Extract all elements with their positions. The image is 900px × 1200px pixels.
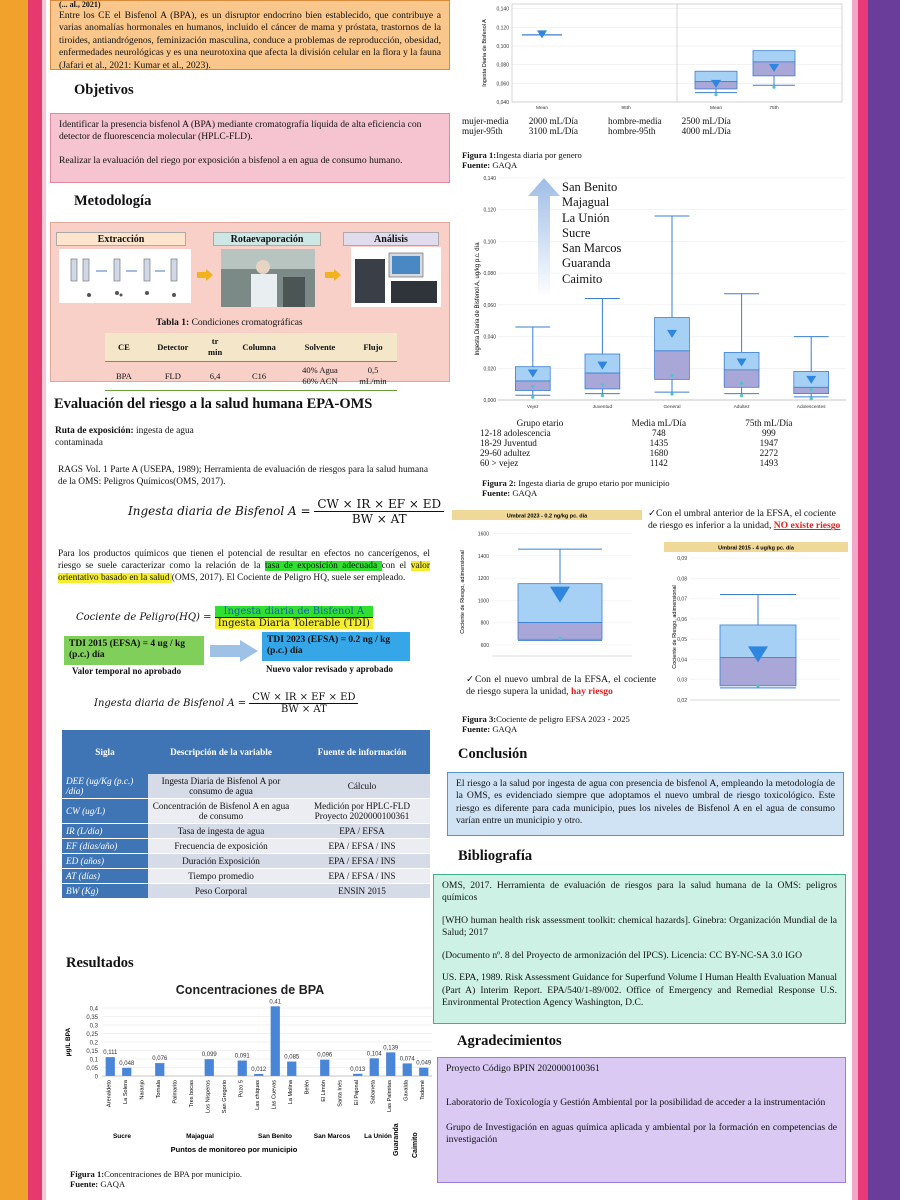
variable-fuente: Medición por HPLC-FLD Proyecto 2020000100361 bbox=[294, 799, 430, 824]
y-tick-label: 0,120 bbox=[483, 207, 496, 214]
objetivo-1: Identificar la presencia bisfenol A (BPA) mediante cromatografía líquida de alta eficiencia con detector de fluorescencia molecular (HPLC-FLD). bbox=[59, 119, 422, 143]
agradecimientos-box bbox=[437, 1057, 846, 1183]
objetivos-title: Objetivos bbox=[74, 82, 134, 98]
col-media: Media mL/Día bbox=[631, 418, 687, 428]
municipios-list bbox=[562, 180, 621, 287]
variable-sigla: ED (años) bbox=[62, 854, 148, 869]
y-tick-label: 1400 bbox=[477, 553, 489, 560]
formula-ingesta-2: Ingesta diaria de Bisfenol A = $\frac{CW \times IR \times EF \times ED}{BW \times AT}$ bbox=[94, 692, 358, 715]
x-tick-label: San Gregorio bbox=[221, 1080, 228, 1114]
chart-title: Umbral 2015 - 4 ug/kg pc. día bbox=[718, 545, 794, 552]
highlight-valor-orientativo: valor orientativo basado en la salud bbox=[58, 561, 430, 584]
agradecimientos-title: Agradecimientos bbox=[457, 1033, 562, 1049]
box-upper bbox=[753, 51, 795, 62]
y-tick-label: 0,07 bbox=[677, 596, 687, 603]
y-tick-label: 1000 bbox=[477, 598, 489, 605]
table-row bbox=[480, 438, 820, 448]
bar bbox=[155, 1063, 164, 1076]
bar bbox=[320, 1060, 329, 1076]
y-tick-label: 0,15 bbox=[86, 1049, 98, 1055]
table-row bbox=[62, 854, 430, 869]
age-table-header bbox=[480, 418, 820, 428]
y-tick-label: 0,09 bbox=[677, 556, 687, 563]
group-label: Sucre bbox=[112, 1133, 132, 1140]
arrow-right-icon bbox=[210, 640, 258, 662]
cell: 40% Agua 60% ACN bbox=[291, 362, 349, 391]
left-stripe-pink bbox=[28, 0, 42, 1200]
bar bbox=[370, 1058, 379, 1076]
metodologia-title: Metodología bbox=[74, 193, 152, 209]
col-descripcion: Descripción de la variable bbox=[148, 730, 294, 774]
x-tick-label: 75th bbox=[769, 106, 779, 111]
note-umbral-anterior: ✓Con el umbral anterior de la EFSA, el cociente de riesgo es inferior a la unidad, NO existe riesgo bbox=[648, 508, 841, 532]
variable-fuente: ENSIN 2015 bbox=[294, 884, 430, 899]
variable-descripcion: Peso Corporal bbox=[148, 884, 294, 899]
note-umbral-nuevo: ✓Con el nuevo umbral de la EFSA, el cociente de riesgo supera la unidad, hay riesgo bbox=[466, 674, 656, 698]
left-stripe-light bbox=[42, 0, 46, 1200]
arrow-right-icon bbox=[325, 269, 341, 281]
y-tick-label: 800 bbox=[480, 620, 489, 627]
tdi-2023-box: TDI 2023 (EFSA) = 0.2 ng / kg (p.c.) día bbox=[262, 632, 410, 661]
data-label: 0,41 bbox=[269, 999, 282, 1006]
chart-title: Umbral 2023 - 0.2 ng/kg pc. día bbox=[506, 513, 588, 520]
table-row bbox=[62, 824, 430, 839]
data-point bbox=[810, 388, 813, 391]
col-fuente: Fuente de información bbox=[294, 730, 430, 774]
x-tick-label: 95th bbox=[621, 106, 631, 111]
y-tick-label: 0,080 bbox=[483, 271, 496, 278]
y-tick-label: 0,140 bbox=[496, 6, 509, 13]
y-tick-label: 0,05 bbox=[677, 637, 687, 644]
data-label: 0,076 bbox=[152, 1056, 168, 1063]
data-point bbox=[601, 383, 604, 386]
table-row bbox=[62, 869, 430, 884]
x-tick-label: Las Cuevas bbox=[271, 1080, 278, 1110]
y-tick-label: 1200 bbox=[477, 576, 489, 583]
table-row bbox=[62, 799, 430, 824]
x-tick-label: Las chiquas bbox=[254, 1080, 261, 1110]
data-label: 0,074 bbox=[399, 1056, 415, 1063]
x-tick-label: Tornala bbox=[155, 1080, 162, 1099]
y-tick-label: 0,040 bbox=[496, 100, 509, 106]
cell: 0,5 mL/min bbox=[349, 362, 397, 391]
variable-descripcion: Concentración de Bisfenol A en agua de consumo bbox=[148, 799, 294, 824]
x-tick-label: Palmarito bbox=[172, 1080, 179, 1104]
variable-sigla: BW (Kg) bbox=[62, 884, 148, 899]
left-stripe-orange bbox=[0, 0, 28, 1200]
outlier-point bbox=[558, 637, 561, 640]
outlier-point bbox=[772, 86, 775, 89]
variable-fuente: EPA / EFSA / INS bbox=[294, 854, 430, 869]
outlier-point bbox=[670, 392, 673, 395]
tdi-2015-note: Valor temporal no aprobado bbox=[72, 666, 182, 676]
data-label: 0,099 bbox=[201, 1052, 217, 1059]
bar bbox=[106, 1057, 115, 1076]
fig-gender-caption: Figura 1:Ingesta diaria por genero Fuente: GAQA bbox=[462, 150, 582, 170]
variables-table bbox=[62, 730, 430, 899]
table-row bbox=[480, 448, 820, 458]
legend-cell: mujer-media bbox=[462, 116, 509, 126]
data-point bbox=[740, 382, 743, 385]
y-tick-label: 0,080 bbox=[496, 62, 509, 69]
y-tick-label: 0,35 bbox=[86, 1015, 98, 1021]
bibliografia-title: Bibliografía bbox=[458, 848, 533, 864]
variable-sigla: IR (L/día) bbox=[62, 824, 148, 839]
x-tick-label: Tres bocas bbox=[188, 1080, 195, 1108]
group-label: Majagual bbox=[186, 1133, 214, 1140]
y-tick-label: 0,020 bbox=[483, 366, 496, 373]
cell: 748 bbox=[651, 428, 666, 438]
formula-hq: Cociente de Peligro(HQ) = $\frac{\text{Ingesta diaria de Bisfenol A}}{\text{Ingesta Diaria Tolerable (TDI)}}$ bbox=[76, 606, 373, 629]
x-tick-label: Mean bbox=[710, 106, 722, 111]
highlight-tasa-exposicion: tasa de exposición adecuada bbox=[264, 561, 382, 572]
y-tick-label: 0,100 bbox=[496, 44, 509, 50]
fig1-caption: Figura 1:Concentraciones de BPA por municipio. Fuente: GAQA bbox=[70, 1169, 243, 1189]
stage-analisis: Análisis bbox=[343, 232, 439, 246]
hq-2015-chart bbox=[664, 542, 848, 706]
variable-sigla: AT (días) bbox=[62, 869, 148, 884]
data-label: 0,139 bbox=[383, 1045, 399, 1052]
hplc-instrument-illustration bbox=[351, 247, 441, 307]
cell: 2272 bbox=[759, 448, 779, 458]
y-tick-label: 0,03 bbox=[677, 677, 687, 684]
variable-fuente: Cálculo bbox=[294, 774, 430, 799]
y-tick-label: 0,060 bbox=[496, 81, 509, 88]
x-tick-label: Mean bbox=[536, 106, 548, 111]
cell: 12-18 adolescencia bbox=[480, 428, 551, 438]
municipio-item: San Marcos bbox=[562, 241, 622, 255]
gender-boxplot-chart bbox=[466, 0, 852, 112]
agradecimiento-3: Grupo de Investigación en aguas química aplicada y ambiental por la formación en competencias de investigación bbox=[446, 1121, 837, 1146]
bar bbox=[287, 1062, 296, 1076]
cell: 1142 bbox=[649, 458, 668, 468]
legend-cell: mujer-95th bbox=[462, 126, 503, 136]
cell: 60 > vejez bbox=[480, 458, 519, 468]
cell: 1947 bbox=[759, 438, 779, 448]
variable-sigla: DEE (ug/Kg (p.c.) /día) bbox=[62, 774, 148, 799]
x-tick-label: Juventud bbox=[592, 405, 613, 410]
hq-2023-chart bbox=[452, 510, 642, 670]
y-tick-label: 0,04 bbox=[677, 657, 687, 664]
data-point bbox=[670, 374, 673, 377]
bar bbox=[254, 1074, 263, 1076]
x-tick-label: Sabaneta bbox=[370, 1080, 377, 1104]
y-tick-label: 1600 bbox=[477, 531, 489, 538]
variable-sigla: CW (ug/L) bbox=[62, 799, 148, 824]
municipio-item: San Benito bbox=[562, 180, 618, 194]
group-label: San Benito bbox=[258, 1133, 292, 1140]
box-lower bbox=[518, 623, 602, 640]
data-label: 0,012 bbox=[251, 1066, 267, 1073]
extraction-illustration bbox=[59, 249, 191, 303]
bar bbox=[386, 1052, 395, 1076]
variables-header-row bbox=[62, 730, 430, 774]
fig2-caption: Figura 2: Ingesta diaria de grupo etario por municipio Fuente: GAQA bbox=[482, 478, 670, 498]
y-tick-label: 0,2 bbox=[89, 1040, 98, 1047]
cell: 999 bbox=[761, 428, 776, 438]
cell: 1493 bbox=[759, 458, 779, 468]
x-tick-label: Todomé bbox=[419, 1080, 426, 1100]
arrow-right-icon bbox=[197, 269, 213, 281]
y-tick-label: 0,1 bbox=[89, 1057, 98, 1064]
x-tick-label: Adolescentes bbox=[796, 405, 826, 410]
cell: 1435 bbox=[649, 438, 669, 448]
y-axis-label: µg/L BPA bbox=[65, 1027, 72, 1057]
data-label: 0,091 bbox=[234, 1053, 250, 1060]
cell: 18-29 Juventud bbox=[480, 438, 537, 448]
table-row bbox=[480, 428, 820, 438]
group-label: La Unión bbox=[364, 1133, 392, 1140]
cell: C16 bbox=[227, 362, 291, 391]
bpa-concentration-chart bbox=[60, 978, 440, 1166]
col-columna: Columna bbox=[227, 333, 291, 362]
conclusion-title: Conclusión bbox=[458, 746, 528, 762]
x-tick-label: Santa Inés bbox=[337, 1080, 344, 1107]
table-row bbox=[62, 774, 430, 799]
municipio-item: Sucre bbox=[562, 225, 591, 240]
intro-text: Entre los CE el Bisfenol A (BPA), es un disruptor endocrino bien establecido, que contribuye a varias anomalías hormonales en humanos, incluido el cáncer de mama y próstata, trastornos de la tiroides, antiandrógenos, feminización masculina, conduce a problemas de reproducción, obesidad, enfermedades neurológicas y es una neurotoxina que afecta la división celular en la flora y la fauna (Jafari et al., 2021: Kumar et al., 2023). bbox=[59, 10, 441, 71]
legend-cell: 4000 mL/Día bbox=[681, 126, 731, 136]
x-tick-label: La Molina bbox=[287, 1080, 294, 1105]
intro-top-fragment: (... al., 2021) bbox=[59, 0, 101, 9]
x-tick-label: General bbox=[663, 405, 681, 410]
bar bbox=[238, 1061, 247, 1076]
arrow-up-icon bbox=[528, 178, 560, 248]
agradecimiento-1: Proyecto Código BPIN 2020000100361 bbox=[446, 1063, 600, 1074]
x-tick-label: Los Nísperos bbox=[205, 1080, 212, 1113]
right-stripe-pink bbox=[858, 0, 868, 1200]
variable-descripcion: Tasa de ingesta de agua bbox=[148, 824, 294, 839]
y-tick-label: 0,06 bbox=[677, 616, 687, 623]
outlier-point bbox=[756, 684, 759, 687]
outlier-point bbox=[714, 93, 717, 96]
formula-ingesta-1: Ingesta diaria de Bisfenol A = $\frac{CW \times IR \times EF \times ED}{BW \times AT}$ bbox=[128, 497, 444, 526]
x-tick-label: El Limón bbox=[320, 1080, 327, 1102]
y-tick-label: 0,120 bbox=[496, 25, 509, 32]
col-detector: Detector bbox=[143, 333, 203, 362]
variable-descripcion: Tiempo promedio bbox=[148, 869, 294, 884]
variable-descripcion: Duración Exposición bbox=[148, 854, 294, 869]
variables-body bbox=[62, 774, 430, 899]
y-tick-label: 0,140 bbox=[483, 176, 496, 182]
y-axis-label: Ingesta Diaria de Bisfenol A, ug/kg p.c. día bbox=[475, 242, 481, 356]
col-tr: tr min bbox=[203, 333, 227, 362]
table-row bbox=[62, 839, 430, 854]
data-label: 0,013 bbox=[350, 1066, 366, 1073]
ref-1: OMS, 2017. Herramienta de evaluación de riesgos para la salud humana de la OMS: peligros químicos bbox=[442, 880, 837, 904]
bar bbox=[419, 1068, 428, 1076]
x-tick-label: El Pajonal bbox=[353, 1080, 360, 1106]
agradecimiento-2: Laboratorio de Toxicología y Gestión Ambiental por la posibilidad de acceder a la instrumentación bbox=[446, 1097, 826, 1109]
y-tick-label: 0,08 bbox=[677, 576, 687, 583]
cell: 6,4 bbox=[203, 362, 227, 391]
ref-4: US. EPA, 1989. Risk Assessment Guidance for Superfund Volume I Human Health Evaluation Manual (Part A) Interim Report. EPA/540/1-89/002. Office of Emergency and Remedial Response U.S. Environmental Protection Agency Washington, D.C. bbox=[442, 972, 837, 1009]
data-label: 0,111 bbox=[103, 1050, 118, 1057]
metodologia-box bbox=[50, 222, 450, 387]
y-tick-label: 0,3 bbox=[89, 1023, 98, 1030]
variable-fuente: EPA / EFSA bbox=[294, 824, 430, 839]
y-tick-label: 0,02 bbox=[677, 698, 687, 704]
data-label: 0,085 bbox=[284, 1054, 300, 1061]
tdi-2023-note: Nuevo valor revisado y aprobado bbox=[266, 664, 394, 674]
tdi-2015-box: TDI 2015 (EFSA) = 4 ug / kg (p.c.) día bbox=[64, 636, 204, 665]
x-tick-label: Adultez bbox=[733, 405, 750, 410]
col-sigla: Sigla bbox=[62, 730, 148, 774]
variable-descripcion: Frecuencia de exposición bbox=[148, 839, 294, 854]
municipio-item: La Unión bbox=[562, 210, 610, 225]
bar bbox=[403, 1063, 412, 1076]
data-label: 0,049 bbox=[416, 1060, 432, 1067]
municipio-item: Caimito bbox=[562, 271, 603, 286]
condiciones-header-row bbox=[105, 333, 397, 362]
gender-legend-table bbox=[462, 116, 761, 136]
y-tick-label: 0,060 bbox=[483, 302, 496, 309]
variable-fuente: EPA / EFSA / INS bbox=[294, 839, 430, 854]
cell: 29-60 adultez bbox=[480, 448, 531, 458]
col-75th: 75th mL/Día bbox=[745, 418, 793, 428]
objetivos-box bbox=[50, 113, 450, 183]
intro-box bbox=[50, 0, 450, 70]
ref-3: (Documento nº. 8 del Proyecto de armonización del IPCS). Licencia: CC BY-NC-SA 3.0 IGO bbox=[442, 949, 803, 961]
legend-cell: 3100 mL/Día bbox=[528, 126, 579, 136]
age-group-table bbox=[480, 418, 820, 468]
bar bbox=[353, 1074, 362, 1076]
x-axis-label: Puntos de monitoreo por municipio bbox=[170, 1145, 298, 1154]
legend-row bbox=[462, 116, 761, 126]
data-label: 0,096 bbox=[317, 1052, 333, 1059]
col-flujo: Flujo bbox=[349, 333, 397, 362]
col-ce: CE bbox=[105, 333, 143, 362]
x-tick-label: Vejez bbox=[526, 405, 539, 410]
municipio-item: Guaranda bbox=[562, 256, 611, 271]
y-axis-label: Ingesta Diaria de Bisfenol A bbox=[482, 19, 488, 87]
stage-rotaevaporacion: Rotaevaporación bbox=[213, 232, 321, 246]
data-label: 0,048 bbox=[119, 1060, 135, 1067]
legend-row bbox=[462, 126, 761, 136]
x-tick-label: La Solera bbox=[122, 1080, 129, 1104]
tabla1-caption: Tabla 1: Condiciones cromatográficas bbox=[156, 318, 303, 328]
municipio-item: Majagual bbox=[562, 195, 610, 210]
ref-2: [WHO human health risk assessment toolkit: chemical hazards]. Ginebra: Organización Mundial de la Salud; 2017 bbox=[442, 914, 837, 939]
group-label: Guaranda bbox=[393, 1123, 400, 1156]
box-lower bbox=[585, 373, 620, 389]
right-stripe-purple bbox=[868, 0, 900, 1200]
x-tick-label: Arenaldeto bbox=[106, 1080, 113, 1108]
riesgo-title: Evaluación del riesgo a la salud humana EPA-OMS bbox=[54, 396, 373, 412]
ruta-exposicion: Ruta de exposición: ingesta de agua contaminada bbox=[55, 426, 194, 449]
objetivo-2: Realizar la evaluación del riego por exposición a bisfenol a en agua de consumo humano. bbox=[59, 154, 403, 166]
legend-cell: hombre-95th bbox=[608, 126, 656, 136]
y-tick-label: 0,040 bbox=[483, 334, 496, 341]
outlier-point bbox=[601, 394, 604, 397]
x-tick-label: Gavalda bbox=[403, 1080, 410, 1101]
condiciones-row bbox=[105, 362, 397, 391]
bibliografia-box bbox=[433, 874, 846, 1024]
data-point bbox=[531, 385, 534, 388]
outlier-point bbox=[531, 396, 534, 399]
data-label: 0,104 bbox=[366, 1051, 382, 1058]
legend-cell: 2500 mL/Día bbox=[681, 116, 731, 126]
variable-fuente: EPA / EFSA / INS bbox=[294, 869, 430, 884]
table-row bbox=[62, 884, 430, 899]
rotaevaporacion-photo bbox=[221, 249, 315, 307]
chart-title: Concentraciones de BPA bbox=[175, 983, 325, 997]
group-label: Caimito bbox=[412, 1132, 419, 1158]
col-solvente: Solvente bbox=[291, 333, 349, 362]
bar bbox=[205, 1059, 214, 1076]
condiciones-table bbox=[105, 333, 397, 391]
cell: FLD bbox=[143, 362, 203, 391]
y-tick-label: 0 bbox=[94, 1074, 98, 1081]
cell: BPA bbox=[105, 362, 143, 391]
x-tick-label: Naranjo bbox=[139, 1080, 146, 1100]
outlier-point bbox=[740, 394, 743, 397]
y-tick-label: 0,4 bbox=[89, 1006, 98, 1013]
y-tick-label: 600 bbox=[480, 642, 489, 649]
variable-sigla: EF (días/año) bbox=[62, 839, 148, 854]
y-axis-label: Cociente de Riesgo, adimensional bbox=[672, 585, 678, 669]
x-tick-label: Pozo 5 bbox=[238, 1080, 245, 1098]
y-tick-label: 0,000 bbox=[483, 398, 496, 404]
hq-paragraph: Para los productos químicos que tienen el potencial de resultar en efectos no cancerígenos, el riesgo se suele caracterizar como la relación de la tasa de exposición adecuada con el valor orientativo basado en la salud (OMS, 2017). El Cociente de Peligro HQ, suele ser empleado. bbox=[58, 549, 430, 584]
resultados-title: Resultados bbox=[66, 955, 134, 971]
x-tick-label: Las Palmitas bbox=[386, 1080, 393, 1113]
col-grupo: Grupo etario bbox=[516, 418, 564, 428]
group-label: San Marcos bbox=[313, 1133, 351, 1140]
variable-descripcion: Ingesta Diaria de Bisfenol A por consumo de agua bbox=[148, 774, 294, 799]
rags-text: RAGS Vol. 1 Parte A (USEPA, 1989); Herramienta de evaluación de riesgos para la salud humana de la OMS: Peligros Químicos(OMS, 2017). bbox=[58, 465, 428, 488]
y-axis-label: Cociente de Riesgo, adimensional bbox=[460, 550, 466, 634]
y-tick-label: 0,05 bbox=[86, 1066, 98, 1072]
table-row bbox=[480, 458, 820, 468]
legend-cell: 2000 mL/Día bbox=[528, 116, 579, 126]
cell: 1680 bbox=[649, 448, 669, 458]
y-tick-label: 0,25 bbox=[86, 1032, 98, 1038]
x-tick-label: Belén bbox=[304, 1080, 311, 1095]
bar bbox=[271, 1006, 280, 1076]
bar bbox=[122, 1068, 131, 1076]
conclusion-box: El riesgo a la salud por ingesta de agua con presencia de bisfenol A, empleando la metodología de la OMS, es evidenciado siempre que adoptamos el nuevo umbral de riesgo toxicológico. Este riesgo es diferente para cada municipio, pues los niveles de Bisfenol A en el agua de consumo varían entre un municipio y otro. bbox=[447, 772, 844, 836]
fig3-caption: Figura 3:Cociente de peligro EFSA 2023 - 2025 Fuente: GAQA bbox=[462, 714, 630, 734]
stage-extraccion: Extracción bbox=[56, 232, 186, 246]
legend-cell: hombre-media bbox=[608, 116, 662, 126]
y-tick-label: 0,100 bbox=[483, 239, 496, 246]
